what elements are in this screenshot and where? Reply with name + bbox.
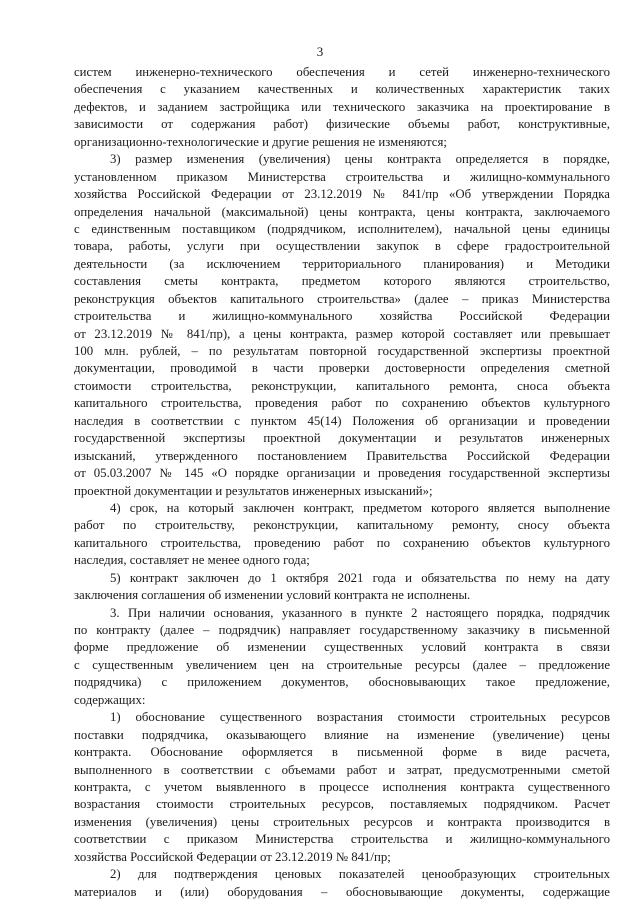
text-line: выполненного в соответствии с объемами работ и затрат, предусмотренными сметой xyxy=(74,762,610,777)
text-line: организационно-технологические и другие решения не изменяются; xyxy=(74,134,447,149)
text-line: 100 млн. рублей, – по результатам повторной государственной экспертизы проектной xyxy=(74,344,610,358)
text-line: обеспечения с указанием качественных и количественных характеристик таких xyxy=(74,82,610,97)
text-line: изысканий, утвержденного постановлением Правительства Российской Федерации xyxy=(74,448,610,463)
text-line: 2) для подтверждения ценовых показателей ценообразующих строительных xyxy=(110,867,610,882)
text-line: капитального строительства, проведению работ по сохранению объектов культурного xyxy=(74,535,610,550)
text-line: наследия, составляет не менее одного года; xyxy=(74,553,310,568)
text-line: подрядчика) с приложением документов, обосновывающих такое предложение, xyxy=(74,675,610,690)
text-line: наследия в соответствии с пунктом 45(14) Положения об организации и проведении xyxy=(74,413,610,428)
text-line: 1) обоснование существенного возрастания стоимости строительных ресурсов xyxy=(110,710,610,725)
text-line: от 05.03.2007 № 145 «О порядке организации и проведения государственной экспертизы xyxy=(74,466,610,481)
text-line: зависимости от содержания работ) физические объемы работ, конструктивные, xyxy=(74,117,610,132)
text-line: 3) размер изменения (увеличения) цены контракта определяется в порядке, xyxy=(110,152,610,167)
text-line: содержащих: xyxy=(74,692,146,707)
text-line: деятельности (за исключением территориального планирования) и Методики xyxy=(74,256,610,271)
text-line: работ по строительству, реконструкции, капитальному ремонту, сносу объекта xyxy=(74,518,610,533)
text-line: составления сметы контракта, предметом которого являются строительство, xyxy=(74,274,610,289)
text-line: определения начальной (максимальной) цены контракта, цены контракта, заключаемого xyxy=(74,204,610,219)
text-line: форме предложение об изменении существенных условий контракта в связи xyxy=(74,640,610,655)
text-line: строительства и жилищно-коммунального хозяйства Российской Федерации xyxy=(74,309,610,324)
text-line: заключения соглашения об изменении условий контракта не исполнены. xyxy=(74,588,471,603)
text-line: с единственным поставщиком (подрядчиком, исполнителем), начальной цены единицы xyxy=(74,221,610,236)
text-line: контракта, с учетом выявленного в процессе исполнения контракта существенного xyxy=(74,779,610,794)
text-line: материалов и (или) оборудования – обосновывающие документы, содержащие xyxy=(74,884,610,899)
text-line: 5) контракт заключен до 1 октября 2021 года и обязательства по нему на дату xyxy=(110,570,610,585)
document-body xyxy=(74,64,610,901)
text-line: капитального строительства, проведения работ по сохранению объектов культурного xyxy=(74,396,610,411)
text-line: установленном приказом Министерства строительства и жилищно-коммунального xyxy=(74,169,610,184)
text-line: контракта. Обоснование оформляется в письменной форме в виде расчета, xyxy=(74,745,610,760)
text-line: поставки подрядчика, оказывающего влияние на изменение (увеличение) цены xyxy=(74,727,610,742)
text-line: систем инженерно-технического обеспечения и сетей инженерно-технического xyxy=(74,65,610,79)
text-line: с существенным увеличением цен на строительные ресурсы (далее – предложение xyxy=(74,657,610,672)
text-line: изменения (увеличения) цены строительных ресурсов и контракта производится в xyxy=(74,814,610,829)
text-line: товара, работы, услуги при осуществлении закупок в сфере градостроительной xyxy=(74,239,610,254)
text-line: дефектов, и заданием застройщика или технического заказчика на проектирование в xyxy=(74,99,610,114)
text-line: стоимости строительства, реконструкции, капитального ремонта, сноса объекта xyxy=(74,378,610,393)
text-line: хозяйства Российской Федерации от 23.12.2019 № 841/пр; xyxy=(74,849,391,864)
text-line: реконструкция объектов капитального строительства» (далее – приказ Министерства xyxy=(74,291,610,306)
page-number: 3 xyxy=(316,44,324,59)
text-line: возрастания стоимости строительных ресурсов, поставляемых подрядчиком. Расчет xyxy=(74,797,610,812)
text-line: документации, проводимой в части проверки достоверности определения сметной xyxy=(74,361,610,376)
text-line: по контракту (далее – подрядчик) направляет государственному заказчику в письменной xyxy=(74,623,610,637)
text-line: проектной документации и результатов инженерных изысканий»; xyxy=(74,483,433,498)
text-line: соответствии с приказом Министерства строительства и жилищно-коммунального xyxy=(74,832,610,847)
text-line: 4) срок, на который заключен контракт, предметом которого является выполнение xyxy=(110,500,610,515)
text-line: хозяйства Российской Федерации от 23.12.2019 № 841/пр «Об утверждении Порядка xyxy=(74,187,610,202)
text-line: государственной экспертизы проектной документации и результатов инженерных xyxy=(74,431,610,446)
text-line: от 23.12.2019 № 841/пр), а цены контракта, размер которой составляет или превышает xyxy=(74,326,610,341)
text-line: 3. При наличии основания, указанного в пункте 2 настоящего порядка, подрядчик xyxy=(110,605,610,620)
